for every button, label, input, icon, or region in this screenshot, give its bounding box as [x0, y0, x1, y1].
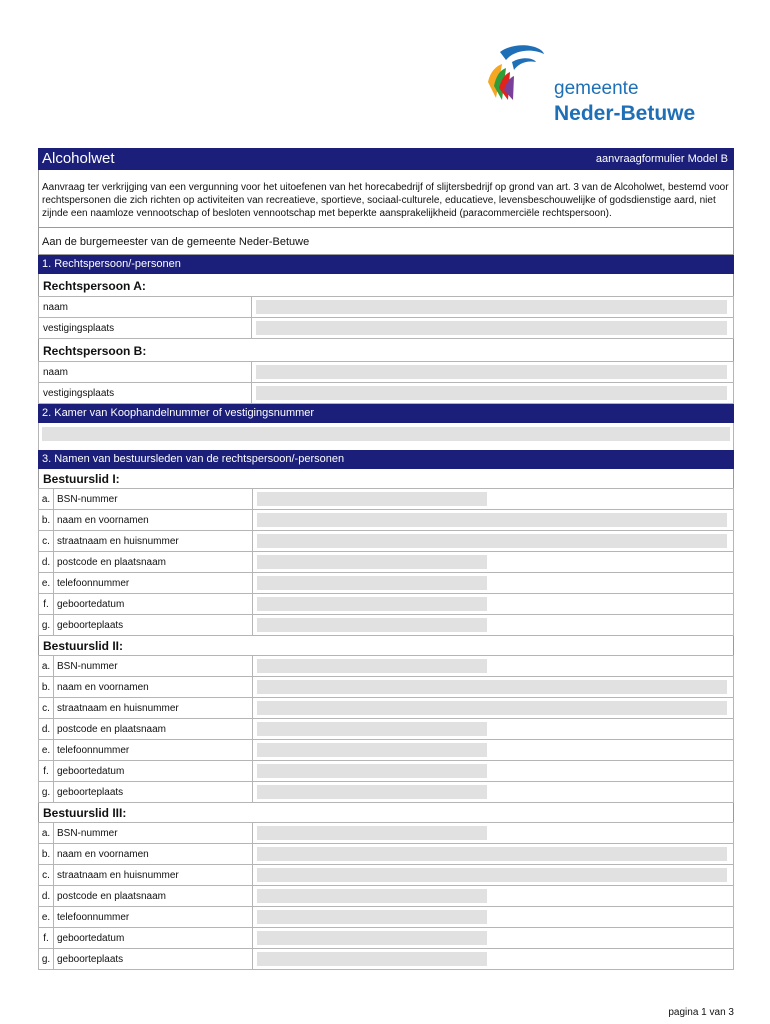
field-label: postcode en plaatsnaam: [54, 719, 253, 739]
board-member-field-row: [38, 907, 734, 928]
field-letter: g.: [39, 782, 54, 802]
field-label: geboortedatum: [54, 928, 253, 948]
field-letter: d.: [39, 719, 54, 739]
kvk-number-row: [38, 423, 734, 447]
field-letter: e.: [39, 573, 54, 593]
board-member-field-row: [38, 865, 734, 886]
field-letter: f.: [39, 928, 54, 948]
board-member-field-row: [38, 886, 734, 907]
field-letter: a.: [39, 656, 54, 676]
entity-a-heading: Rechtspersoon A:: [38, 274, 734, 296]
board-member-field-row: [38, 488, 734, 510]
board-member-heading: Bestuurslid II:: [38, 636, 734, 655]
field-letter: d.: [39, 886, 54, 906]
form-type: aanvraagformulier Model B: [595, 153, 728, 165]
field-letter: f.: [39, 761, 54, 781]
addressee: Aan de burgemeester van de gemeente Neder-Betuwe: [38, 228, 734, 255]
board-member-field-row: [38, 949, 734, 970]
field-label: naam: [39, 362, 252, 382]
board-member-input[interactable]: [257, 618, 487, 632]
field-label: telefoonnummer: [54, 573, 253, 593]
municipality-logo: [482, 42, 732, 132]
field-label: geboorteplaats: [54, 949, 253, 969]
section-3-header: 3. Namen van bestuursleden van de rechtspersoon/-personen: [38, 450, 734, 469]
field-letter: g.: [39, 615, 54, 635]
entity-a-name-input[interactable]: [256, 300, 727, 314]
board-member-field-row: [38, 719, 734, 740]
board-member-field-row: [38, 531, 734, 552]
field-letter: b.: [39, 677, 54, 697]
field-letter: e.: [39, 907, 54, 927]
form-title: Alcoholwet: [42, 150, 115, 167]
field-letter: e.: [39, 740, 54, 760]
board-member-field-row: [38, 615, 734, 636]
field-label: BSN-nummer: [54, 656, 253, 676]
field-label: vestigingsplaats: [39, 318, 252, 338]
field-letter: g.: [39, 949, 54, 969]
board-member-input[interactable]: [257, 910, 487, 924]
field-label: straatnaam en huisnummer: [54, 865, 253, 885]
board-members: [38, 469, 734, 970]
board-member-input[interactable]: [257, 680, 727, 694]
field-letter: b.: [39, 844, 54, 864]
kvk-number-input[interactable]: [42, 427, 730, 441]
field-label: postcode en plaatsnaam: [54, 552, 253, 572]
board-member-input[interactable]: [257, 847, 727, 861]
board-member-field-row: [38, 782, 734, 803]
board-member-field-row: [38, 844, 734, 865]
board-member-field-row: [38, 740, 734, 761]
section-1-header: 1. Rechtspersoon/-personen: [38, 255, 734, 274]
entity-a-place-row: [38, 318, 734, 339]
board-member-field-row: [38, 552, 734, 573]
board-member-input[interactable]: [257, 534, 727, 548]
entity-b-name-row: [38, 361, 734, 383]
field-letter: a.: [39, 489, 54, 509]
board-member-field-row: [38, 677, 734, 698]
board-member-field-row: [38, 655, 734, 677]
board-member-input[interactable]: [257, 492, 487, 506]
board-member-field-row: [38, 761, 734, 782]
board-member-input[interactable]: [257, 659, 487, 673]
entity-a-place-input[interactable]: [256, 321, 727, 335]
board-member-input[interactable]: [257, 826, 487, 840]
field-label: BSN-nummer: [54, 823, 253, 843]
field-label: telefoonnummer: [54, 740, 253, 760]
field-letter: c.: [39, 865, 54, 885]
field-label: naam: [39, 297, 252, 317]
entity-b-place-input[interactable]: [256, 386, 727, 400]
intro-text: Aanvraag ter verkrijging van een vergunning voor het uitoefenen van het horecabedrijf of slijtersbedrijf op grond van art. 3 van de Alcoholwet, bestemd voor rechtspersonen die zich richten op activiteiten van recreatieve, sportieve, sociaal-culturele, educatieve, levensbeschouwelijke of godsdienstige aard, niet zijnde een naamloze vennootschap of besloten vennootschap met beperkte aansprakelijkheid (paracommerciële rechtspersoon).: [38, 170, 734, 228]
field-letter: c.: [39, 531, 54, 551]
field-label: postcode en plaatsnaam: [54, 886, 253, 906]
logo-text-gemeente: gemeente: [554, 78, 639, 99]
board-member-field-row: [38, 698, 734, 719]
field-label: naam en voornamen: [54, 844, 253, 864]
board-member-input[interactable]: [257, 931, 487, 945]
entity-b-place-row: [38, 383, 734, 404]
field-label: naam en voornamen: [54, 677, 253, 697]
board-member-heading: Bestuurslid III:: [38, 803, 734, 822]
board-member-input[interactable]: [257, 513, 727, 527]
field-label: BSN-nummer: [54, 489, 253, 509]
section-2-header: 2. Kamer van Koophandelnummer of vestigingsnummer: [38, 404, 734, 423]
board-member-input[interactable]: [257, 764, 487, 778]
board-member-input[interactable]: [257, 576, 487, 590]
board-member-field-row: [38, 822, 734, 844]
board-member-field-row: [38, 928, 734, 949]
field-label: geboorteplaats: [54, 615, 253, 635]
board-member-input[interactable]: [257, 868, 727, 882]
board-member-input[interactable]: [257, 597, 487, 611]
board-member-input[interactable]: [257, 722, 487, 736]
field-letter: d.: [39, 552, 54, 572]
field-label: geboortedatum: [54, 761, 253, 781]
field-label: telefoonnummer: [54, 907, 253, 927]
logo-swirl-icon: [482, 42, 552, 112]
field-label: geboorteplaats: [54, 782, 253, 802]
board-member-input[interactable]: [257, 743, 487, 757]
field-letter: a.: [39, 823, 54, 843]
board-member-heading: Bestuurslid I:: [38, 469, 734, 488]
board-member-field-row: [38, 573, 734, 594]
entity-a-name-row: [38, 296, 734, 318]
field-label: geboortedatum: [54, 594, 253, 614]
application-form: [38, 148, 734, 970]
field-label: straatnaam en huisnummer: [54, 531, 253, 551]
entity-b-heading: Rechtspersoon B:: [38, 339, 734, 361]
board-member-input[interactable]: [257, 889, 487, 903]
entity-b-name-input[interactable]: [256, 365, 727, 379]
board-member-input[interactable]: [257, 555, 487, 569]
logo-text-name: Neder-Betuwe: [554, 102, 696, 125]
board-member-input[interactable]: [257, 952, 487, 966]
field-label: straatnaam en huisnummer: [54, 698, 253, 718]
field-letter: b.: [39, 510, 54, 530]
board-member-input[interactable]: [257, 701, 727, 715]
page-number: pagina 1 van 3: [668, 1007, 734, 1018]
field-label: vestigingsplaats: [39, 383, 252, 403]
field-letter: c.: [39, 698, 54, 718]
form-title-bar: [38, 148, 734, 170]
board-member-input[interactable]: [257, 785, 487, 799]
board-member-field-row: [38, 510, 734, 531]
field-letter: f.: [39, 594, 54, 614]
board-member-field-row: [38, 594, 734, 615]
field-label: naam en voornamen: [54, 510, 253, 530]
